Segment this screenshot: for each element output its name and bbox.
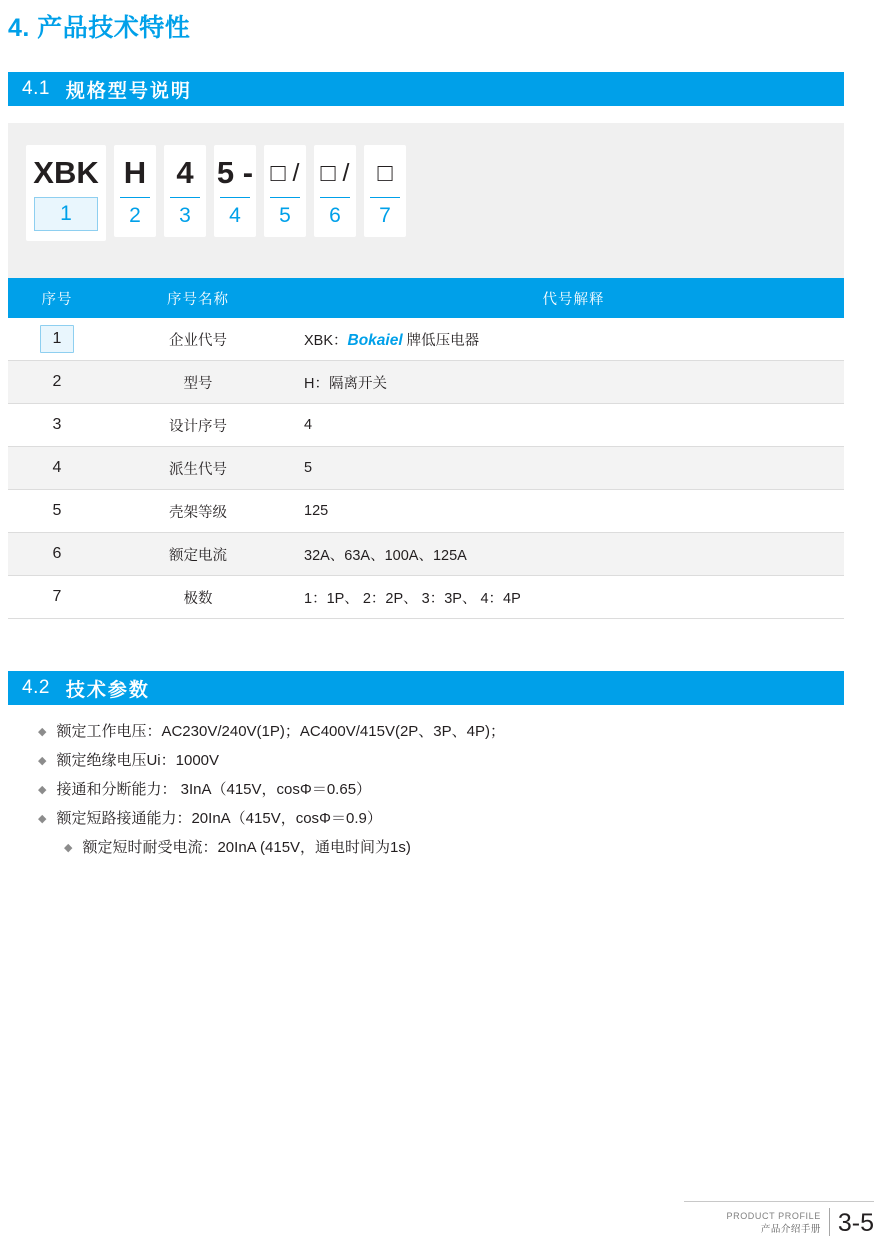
cell-index: 3 xyxy=(8,404,106,447)
cell-name: 派生代号 xyxy=(106,447,290,490)
cell-description: 32A、63A、100A、125A xyxy=(290,533,844,576)
table-row xyxy=(8,318,844,361)
page-footer xyxy=(727,1208,875,1236)
cell-index: 6 xyxy=(8,533,106,576)
cell-description: 1：1P、 2：2P、 3：3P、 4：4P xyxy=(290,576,844,619)
footer-label-cn: 产品介绍手册 xyxy=(760,1224,821,1235)
model-code-index: 5 xyxy=(270,197,300,227)
model-code-glyph: H xyxy=(123,155,147,190)
model-code-index: 7 xyxy=(370,197,400,227)
cell-description: 5 xyxy=(290,447,844,490)
table-row xyxy=(8,404,844,447)
parameter-text: 额定工作电压：AC230V/240V(1P)；AC400V/415V(2P、3P、4P)； xyxy=(56,723,505,740)
cell-name: 企业代号 xyxy=(106,318,290,361)
list-item xyxy=(38,751,844,771)
cell-index: 5 xyxy=(8,490,106,533)
desc-prefix: XBK： xyxy=(304,332,348,349)
column-header-index: 序号 xyxy=(8,278,106,318)
model-code-cell xyxy=(314,145,356,237)
model-code-glyph: □ / xyxy=(270,159,300,187)
footer-label-en: PRODUCT PROFILE xyxy=(726,1211,821,1221)
diamond-bullet-icon: ◆ xyxy=(38,726,47,738)
cell-description: H：隔离开关 xyxy=(290,361,844,404)
cell-description xyxy=(290,318,844,361)
table-row xyxy=(8,361,844,404)
table-row xyxy=(8,533,844,576)
cell-name: 极数 xyxy=(106,576,290,619)
diamond-bullet-icon: ◆ xyxy=(38,813,47,825)
model-code-index: 3 xyxy=(170,197,200,227)
model-code-glyph: 5 - xyxy=(216,155,254,190)
cell-name: 设计序号 xyxy=(106,404,290,447)
cell-name: 额定电流 xyxy=(106,533,290,576)
cell-description: 4 xyxy=(290,404,844,447)
cell-description: 125 xyxy=(290,490,844,533)
diamond-bullet-icon: ◆ xyxy=(38,755,47,767)
code-explanation-table xyxy=(8,278,844,619)
model-code-index: 1 xyxy=(34,197,98,231)
page-number: 3-5 xyxy=(837,1209,874,1237)
model-code-cell xyxy=(114,145,156,237)
parameter-text: 额定短时耐受电流：20InA (415V，通电时间为1s) xyxy=(82,839,411,856)
page-title: 4. 产品技术特性 xyxy=(8,14,191,42)
table-row xyxy=(8,576,844,619)
column-header-description: 代号解释 xyxy=(290,278,844,318)
model-code-panel xyxy=(8,123,844,278)
diamond-bullet-icon: ◆ xyxy=(64,842,73,854)
table-row xyxy=(8,447,844,490)
section-header-params xyxy=(8,671,844,705)
section-number: 4.2 xyxy=(22,677,50,698)
list-item xyxy=(38,780,844,800)
list-item xyxy=(38,809,844,829)
index-badge: 1 xyxy=(40,325,75,353)
model-code-index: 6 xyxy=(320,197,350,227)
cell-name: 型号 xyxy=(106,361,290,404)
cell-index: 4 xyxy=(8,447,106,490)
cell-index xyxy=(8,318,106,361)
footer-separator xyxy=(829,1208,830,1236)
cell-name: 壳架等级 xyxy=(106,490,290,533)
desc-suffix: 牌低压电器 xyxy=(402,332,480,349)
section-title: 规格型号说明 xyxy=(65,80,192,102)
footer-divider xyxy=(684,1201,874,1202)
table-header-row xyxy=(8,278,844,318)
model-code-row xyxy=(26,145,414,241)
list-item xyxy=(64,838,844,858)
model-code-glyph: □ xyxy=(377,159,393,187)
model-code-cell xyxy=(264,145,306,237)
section-title: 技术参数 xyxy=(65,679,150,701)
model-code-cell xyxy=(364,145,406,237)
cell-index: 2 xyxy=(8,361,106,404)
parameter-text: 额定绝缘电压Ui：1000V xyxy=(56,752,220,769)
parameter-list xyxy=(8,722,844,867)
section-number: 4.1 xyxy=(22,78,50,99)
cell-index: 7 xyxy=(8,576,106,619)
column-header-name: 序号名称 xyxy=(106,278,290,318)
table-row xyxy=(8,490,844,533)
section-header-spec xyxy=(8,72,844,106)
list-item xyxy=(38,722,844,742)
brand-name: Bokaiel xyxy=(347,331,403,349)
model-code-index: 2 xyxy=(120,197,150,227)
model-code-cell xyxy=(214,145,256,237)
model-code-cell xyxy=(164,145,206,237)
model-code-glyph: □ / xyxy=(320,159,350,187)
footer-labels xyxy=(727,1210,821,1236)
parameter-text: 接通和分断能力： 3InA（415V，cosΦ＝0.65） xyxy=(56,781,372,798)
parameter-text: 额定短路接通能力：20InA（415V，cosΦ＝0.9） xyxy=(56,810,382,827)
model-code-cell xyxy=(26,145,106,241)
model-code-glyph: XBK xyxy=(33,155,99,190)
model-code-index: 4 xyxy=(220,197,250,227)
model-code-glyph: 4 xyxy=(176,155,194,190)
diamond-bullet-icon: ◆ xyxy=(38,784,47,796)
